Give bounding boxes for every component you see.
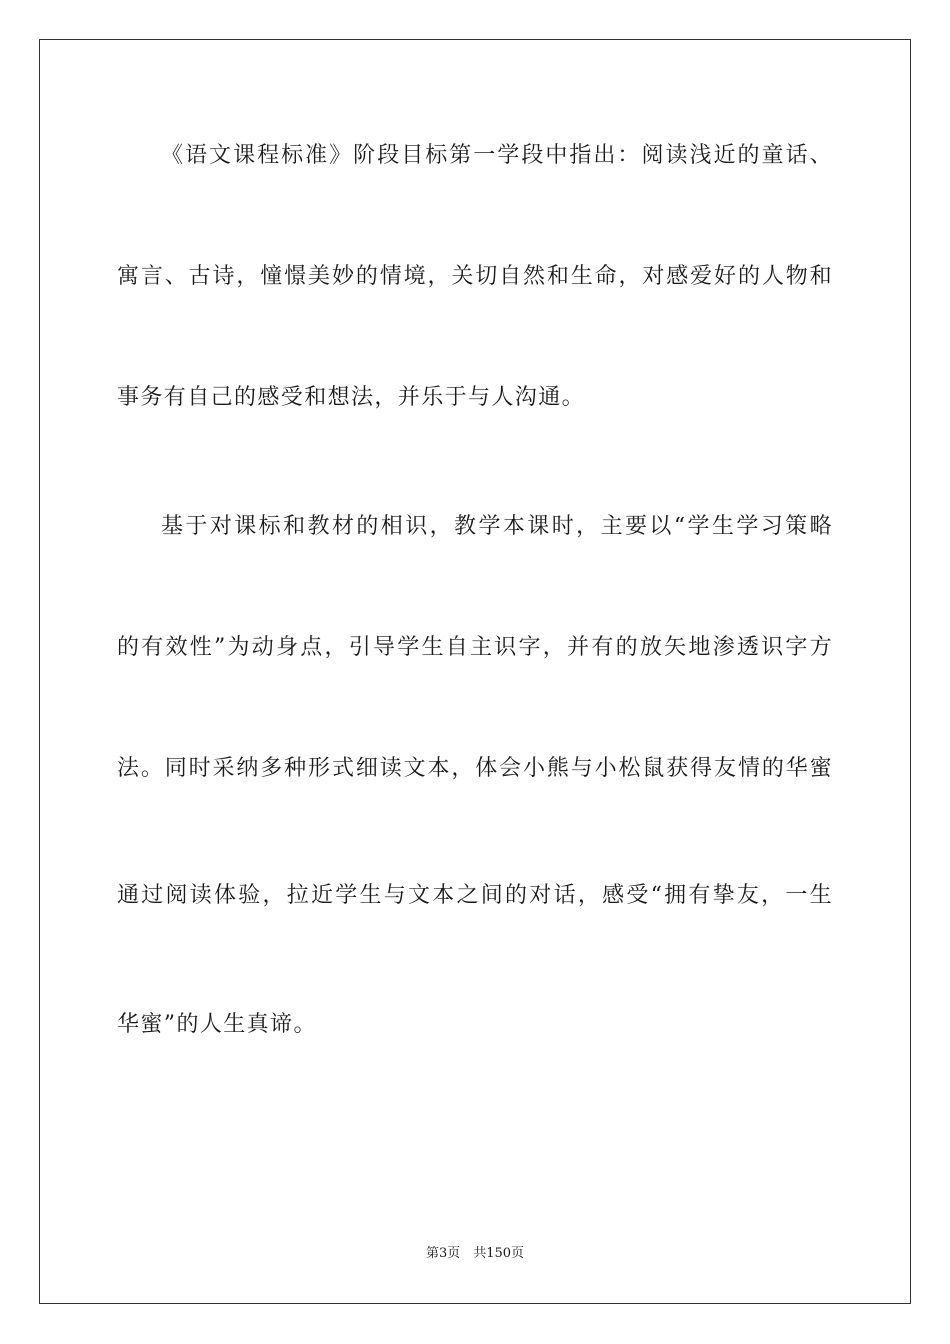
paragraph-2-line-3: 法。同时采纳多种形式细读文本，体会小熊与小松鼠获得友情的华蜜 <box>117 756 833 781</box>
paragraph-2-line-1: 基于对课标和教材的相识，教学本课时，主要以“学生学习策略 <box>161 514 833 539</box>
paragraph-1-line-2: 寓言、古诗，憧憬美妙的情境，关切自然和生命，对感爱好的人物和 <box>117 264 833 289</box>
page-number-footer: 第3页 共150页 <box>425 1246 525 1261</box>
page-border <box>39 39 911 1304</box>
paragraph-2-line-2: 的有效性”为动身点，引导学生自主识字，并有的放矢地渗透识字方 <box>117 635 833 660</box>
paragraph-1-line-1: 《语文课程标准》阶段目标第一学段中指出：阅读浅近的童话、 <box>161 143 833 168</box>
paragraph-2-line-4: 通过阅读体验，拉近学生与文本之间的对话，感受“拥有挚友，一生 <box>117 883 833 908</box>
paragraph-2-line-5: 华蜜”的人生真谛。 <box>117 1012 317 1037</box>
paragraph-1-line-3: 事务有自己的感受和想法，并乐于与人沟通。 <box>117 385 586 410</box>
